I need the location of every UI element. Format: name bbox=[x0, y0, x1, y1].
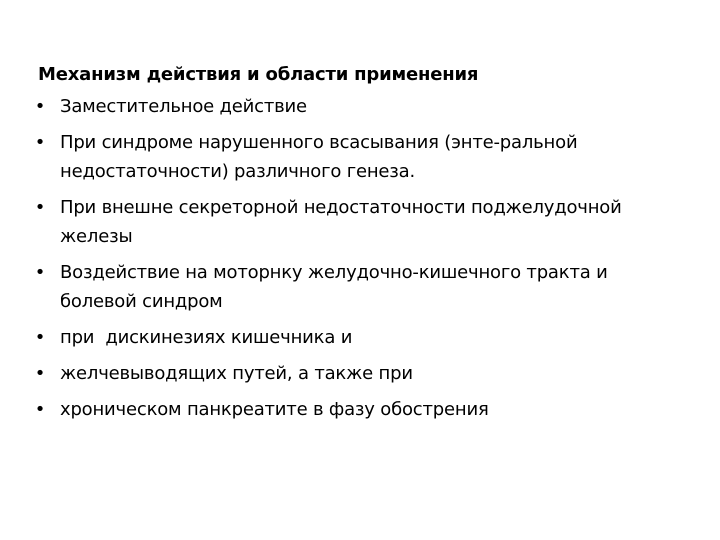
bullet-text-continued: железы bbox=[60, 226, 133, 247]
bullet-text: желчевыводящих путей, а также при bbox=[60, 363, 413, 384]
bullet-text: При синдроме нарушенного всасывания (энте-ральной bbox=[60, 132, 578, 153]
slide-title: Механизм действия и области применения bbox=[38, 64, 479, 85]
bullet-text: Заместительное действие bbox=[60, 96, 307, 117]
bullet-item bbox=[30, 395, 680, 424]
bullet-icon: • bbox=[34, 96, 46, 117]
bullet-icon: • bbox=[34, 363, 46, 384]
bullet-text: хроническом панкреатите в фазу обострения bbox=[60, 399, 489, 420]
bullet-text: При внешне секреторной недостаточности поджелудочной bbox=[60, 197, 622, 218]
bullet-item bbox=[30, 128, 680, 186]
bullet-icon: • bbox=[34, 197, 46, 218]
bullet-item bbox=[30, 359, 680, 388]
bullet-item bbox=[30, 323, 680, 352]
bullet-icon: • bbox=[34, 132, 46, 153]
bullet-text-continued: болевой синдром bbox=[60, 291, 223, 312]
bullet-text-continued: недостаточности) различного генеза. bbox=[60, 161, 415, 182]
bullet-text: Воздействие на моторнку желудочно-кишечного тракта и bbox=[60, 262, 608, 283]
bullet-icon: • bbox=[34, 399, 46, 420]
bullet-text: при дискинезиях кишечника и bbox=[60, 327, 353, 348]
bullet-item bbox=[30, 258, 680, 316]
bullet-item bbox=[30, 193, 680, 251]
bullet-item bbox=[30, 92, 680, 121]
bullet-icon: • bbox=[34, 262, 46, 283]
bullet-icon: • bbox=[34, 327, 46, 348]
bullet-list bbox=[30, 92, 680, 431]
